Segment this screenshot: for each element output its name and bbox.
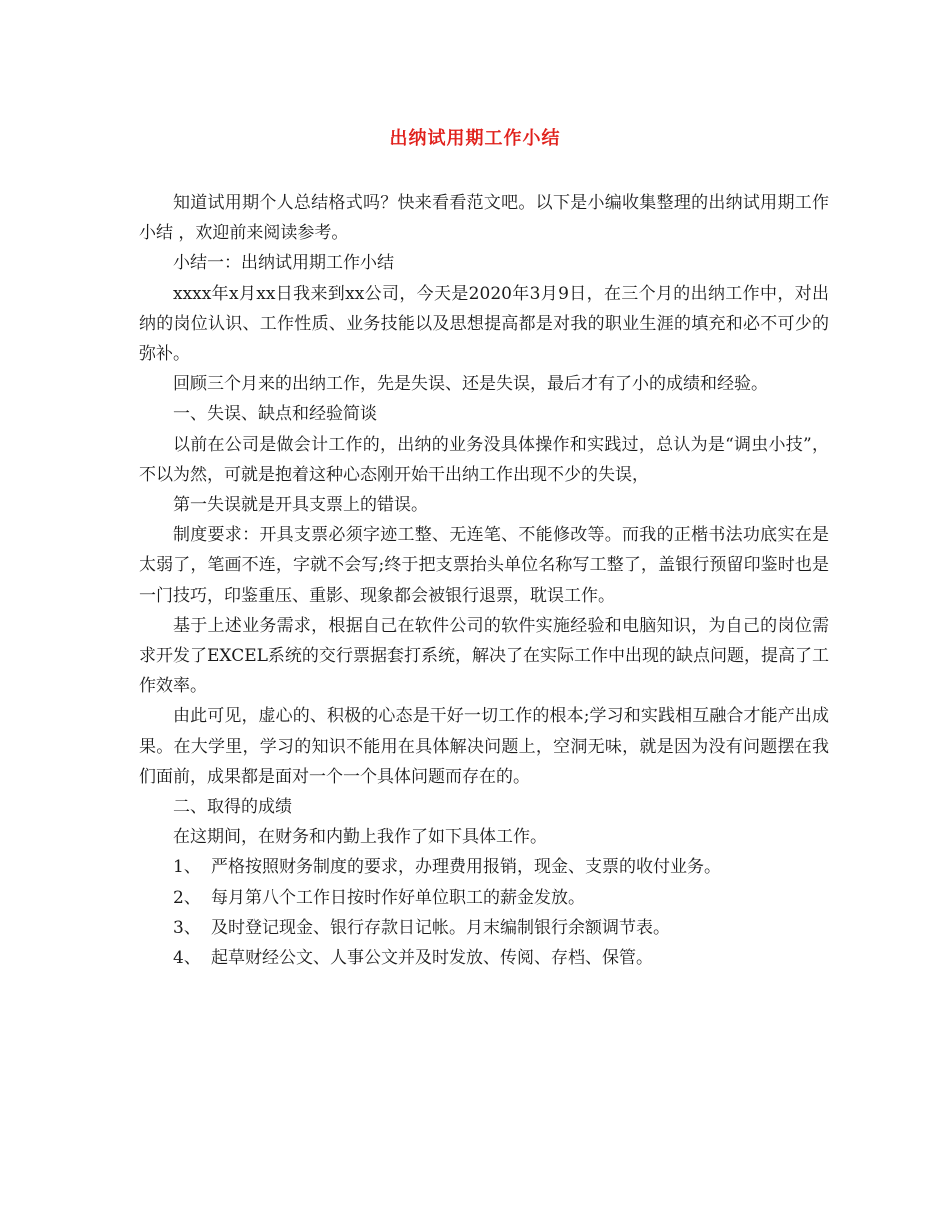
list-item-number: 2、: [173, 887, 201, 908]
paragraph: 制度要求：开具支票必须字迹工整、无连笔、不能修改等。而我的正楷书法功底实在是太弱了，笔画不连，字就不会写;终于把支票抬头单位名称写工整了，盖银行预留印鉴时也是一门技巧，印鉴重压、重影、现象都会被银行退票，耽误工作。: [139, 525, 829, 606]
paragraph-intro: 知道试用期个人总结格式吗？快来看看范文吧。以下是小编收集整理的出纳试用期工作小结 ，欢迎前来阅读参考。: [139, 193, 829, 244]
list-item-text: 起草财经公文、人事公文并及时发放、传阅、存档、保管。: [211, 948, 653, 969]
paragraph: 在这期间，在财务和内勤上我作了如下具体工作。: [173, 827, 547, 848]
paragraph: xxxx年x月xx日我来到xx公司，今天是2020年3月9日，在三个月的出纳工作中，对出纳的岗位认识、工作性质、业务技能以及思想提高都是对我的职业生涯的填充和必不可少的弥补。: [139, 283, 829, 365]
list-item: [139, 883, 829, 913]
list-item: [139, 943, 829, 973]
paragraph: 由此可见，虚心的、积极的心态是干好一切工作的根本;学习和实践相互融合才能产出成果。在大学里，学习的知识不能用在具体解决问题上，空洞无味，就是因为没有问题摆在我们面前，成果都是面对一个一个具体问题而存在的。: [139, 706, 829, 787]
paragraph-subtitle: 小结一：出纳试用期工作小结: [173, 253, 394, 274]
paragraph: 第一失误就是开具支票上的错误。: [173, 495, 428, 516]
list-item-text: 严格按照财务制度的要求，办理费用报销，现金、支票的收付业务。: [211, 857, 721, 878]
list-item-number: 4、: [173, 948, 201, 969]
paragraph: 基于上述业务需求，根据自己在软件公司的软件实施经验和电脑知识，为自己的岗位需求开发了EXCEL系统的交行票据套打系统，解决了在实际工作中出现的缺点问题，提高了工作效率。: [139, 615, 829, 697]
list-item-number: 3、: [173, 917, 201, 938]
list-item: [139, 852, 829, 882]
list-item-number: 1、: [173, 857, 201, 878]
list-item-text: 每月第八个工作日按时作好单位职工的薪金发放。: [211, 887, 585, 908]
list-item-text: 及时登记现金、银行存款日记帐。月末编制银行余额调节表。: [211, 917, 670, 938]
list-item: [139, 913, 829, 943]
paragraph: 以前在公司是做会计工作的，出纳的业务没具体操作和实践过，总认为是“调虫小技”，不以为然，可就是抱着这种心态刚开始干出纳工作出现不少的失误，: [139, 434, 829, 485]
paragraph: 回顾三个月来的出纳工作，先是失误、还是失误，最后才有了小的成绩和经验。: [173, 374, 768, 395]
section-heading: 一、失误、缺点和经验简谈: [173, 404, 377, 425]
document-title: 出纳试用期工作小结: [389, 128, 561, 149]
section-heading: 二、取得的成绩: [173, 797, 292, 818]
document-body: [139, 188, 829, 973]
